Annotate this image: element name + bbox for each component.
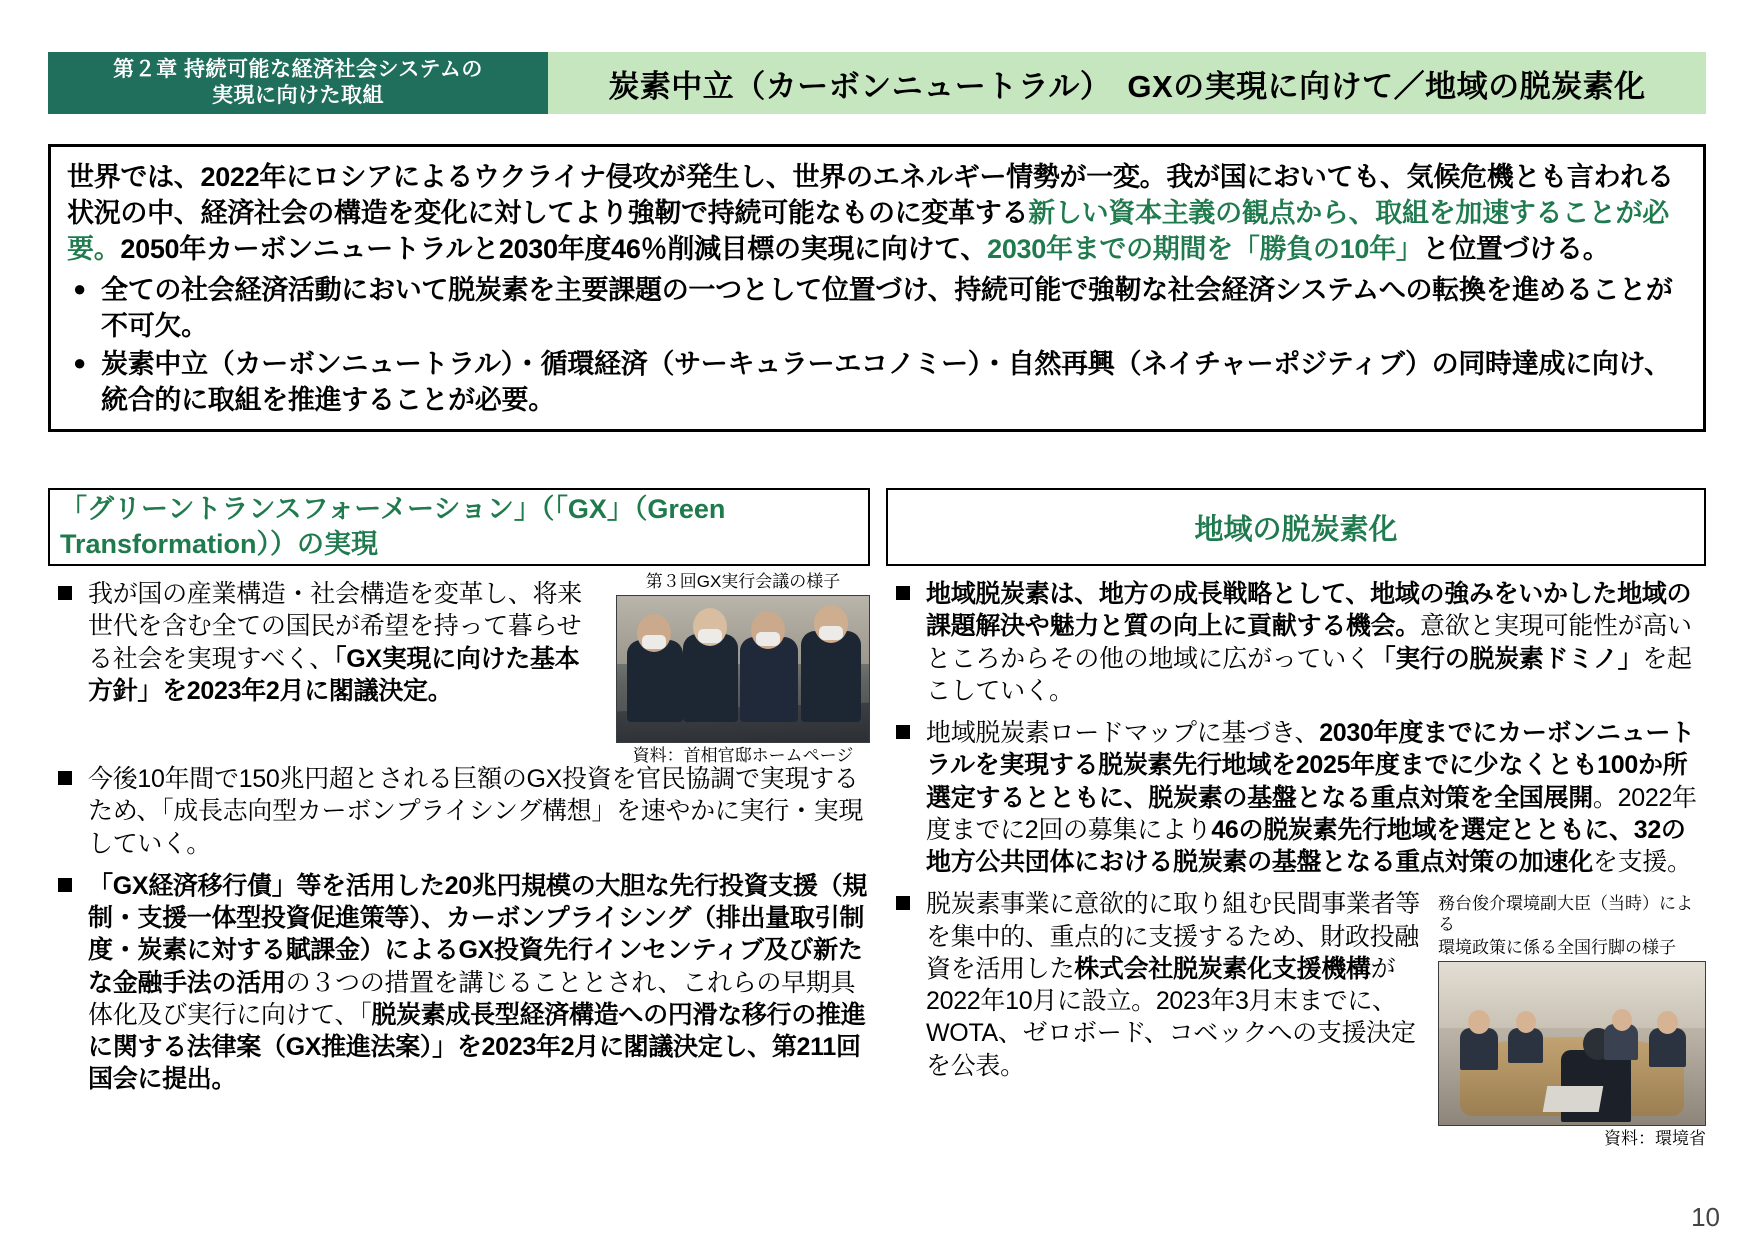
right-column-title: 地域の脱炭素化	[1194, 513, 1398, 546]
right-column-header	[886, 488, 1706, 566]
regional-tour-photo	[1438, 961, 1706, 1126]
left-column-header	[48, 488, 870, 566]
bullet-dot-icon: ●	[73, 275, 86, 301]
square-bullet-icon	[886, 578, 926, 600]
right-item1-bold1: 地域脱炭素は、地方の成長戦略として、地域の強みをいかした地域の課題解決や魅力と質の向上に貢献する機会。	[926, 580, 1692, 641]
right-item3-plain1: 脱炭素事業に意欲的に取り組む民間事業者等を集中的、重点的に支援するため、財政投融資を活用した	[926, 890, 1421, 983]
regional-tour-photo-source: 資料：環境省	[1604, 1129, 1706, 1149]
summary-bullet-list	[67, 272, 1687, 419]
summary-text-3: と位置づける。	[1422, 234, 1610, 265]
right-list-item	[886, 717, 1706, 878]
square-bullet-icon	[48, 763, 88, 785]
summary-highlight-2: 2030年までの期間を「勝負の10年」	[987, 234, 1423, 265]
left-item3-plain: の３つの措置を講じることとされ、これらの早期具体化及び実行に向けて、「	[88, 968, 856, 1029]
square-bullet-icon	[48, 870, 88, 892]
right-item2-bold1: 2030年度までにカーボンニュートラルを実現する脱炭素先行地域を2025年度までに少なくとも100か所選定するとともに、脱炭素の基盤となる重点対策を全国展開	[926, 719, 1695, 812]
left-list-item-text	[88, 870, 870, 1096]
gx-meeting-photo-source: 資料：首相官邸ホームページ	[632, 746, 854, 766]
regional-tour-photo-block	[1438, 894, 1706, 1150]
summary-text-1: 世界では、2022年にロシアによるウクライナ侵攻が発生し、世界のエネルギー情勢が一変。我が国においても、気候危機とも言われる状況の中、経済社会の構造を変化に対してより強靭で持続可能なものに変革する	[67, 162, 1674, 229]
right-item2-bold2: 46の脱炭素先行地域を選定とともに、32の地方公共団体における脱炭素の基盤となる重点対策の加速化	[926, 815, 1686, 876]
left-item3-bold-lead: 「GX経済移行債」等を活用した20兆円規模の大胆な先行投資支援（規制・支援一体型投資促進策等）、カーボンプライシング（排出量取引制度・炭素に対する賦課金）によるGX投資先行インセンティブ及び新たな金融手法の活用	[88, 871, 868, 997]
square-bullet-icon	[48, 578, 88, 600]
square-bullet-icon	[886, 717, 926, 739]
regional-tour-caption-line1: 務台俊介環境副大臣（当時）による	[1438, 894, 1693, 934]
chapter-tag	[48, 52, 548, 114]
right-list-item-text	[926, 888, 1426, 1082]
square-bullet-icon	[886, 888, 926, 910]
gx-meeting-photo	[616, 595, 870, 743]
chapter-tag-line1: 第２章 持続可能な経済社会システムの	[113, 57, 483, 81]
chapter-tag-line2: 実現に向けた取組	[212, 84, 384, 107]
left-list-item-text: 今後10年間で150兆円超とされる巨額のGX投資を官民協調で実現するため、「成長志向型カーボンプライシング構想」を速やかに実行・実現していく。	[88, 765, 864, 858]
summary-bullet-item	[67, 346, 1687, 418]
right-list-item	[886, 578, 1706, 707]
right-item1-plain2: を起こしていく。	[926, 644, 1692, 705]
page-number: 10	[1691, 1202, 1720, 1232]
summary-text-2: 2050年カーボンニュートラルと2030年度46％削減目標の実現に向けて、	[120, 234, 988, 265]
right-item2-plain2: 。2022年度までに2回の募集により	[926, 783, 1697, 844]
right-item2-plain3: を支援。	[1592, 848, 1692, 876]
left-list-item	[48, 578, 588, 707]
right-item3-bold1: 株式会社脱炭素化支援機構	[1074, 954, 1371, 983]
summary-bullet-text: 炭素中立（カーボンニュートラル）・循環経済（サーキュラーエコノミー）・自然再興（ネイチャーポジティブ）の同時達成に向け、統合的に取組を推進することが必要。	[101, 348, 1671, 416]
left-list-item	[48, 763, 870, 860]
right-item1-bold2: 「実行の脱炭素ドミノ」	[1370, 644, 1643, 673]
summary-paragraph	[67, 159, 1687, 268]
right-item2-plain1: 地域脱炭素ロードマップに基づき、	[926, 719, 1320, 747]
right-item3-plain2: が2022年10月に設立。2023年3月末までに、WOTA、ゼロボード、コベックへの支援決定を公表。	[926, 954, 1416, 1080]
summary-box	[48, 144, 1706, 432]
right-column	[886, 488, 1706, 1149]
gx-meeting-photo-caption: 第３回GX実行会議の様子	[645, 572, 841, 591]
left-column-body	[48, 572, 870, 1096]
left-column-title: 「グリーントランスフォーメーション」（「GX」（Green Transformation））の実現	[60, 493, 726, 559]
right-list-item-text	[926, 717, 1706, 878]
bullet-dot-icon: ●	[73, 349, 86, 375]
left-list-item	[48, 870, 870, 1096]
left-item1-bold: 「GX実現に向けた基本方針」を2023年2月に閣議決定。	[88, 644, 580, 705]
summary-highlight-1: 新しい資本主義の観点から、取組を加速することが必要。	[67, 198, 1670, 265]
summary-bullet-text: 全ての社会経済活動において脱炭素を主要課題の一つとして位置づけ、持続可能で強靭な社会経済システムへの転換を進めることが不可欠。	[101, 274, 1673, 341]
regional-tour-caption-line2: 環境政策に係る全国行脚の様子	[1438, 938, 1676, 958]
left-column	[48, 488, 870, 1106]
left-item1-plain: 我が国の産業構造・社会構造を変革し、将来世代を含む全ての国民が希望を持って暮らせる社会を実現すべく、	[88, 580, 583, 673]
summary-bullet-item	[67, 272, 1687, 344]
left-list-item-text	[88, 578, 588, 707]
left-item3-bold-tail: 脱炭素成長型経済構造への円滑な移行の推進に関する法律案（GX推進法案）」を2023年2月に閣議決定し、第211回国会に提出。	[88, 1000, 866, 1094]
right-column-body	[886, 578, 1706, 1149]
gx-meeting-photo-block	[616, 572, 870, 767]
page-title: 炭素中立（カーボンニュートラル） GXの実現に向けて／地域の脱炭素化	[548, 52, 1706, 114]
right-list-item	[886, 888, 1426, 1082]
slide-header	[48, 52, 1706, 114]
right-item1-plain1: 意欲と実現可能性が高いところからその他の地域に広がっていく	[926, 612, 1692, 673]
right-list-item-text	[926, 578, 1706, 707]
